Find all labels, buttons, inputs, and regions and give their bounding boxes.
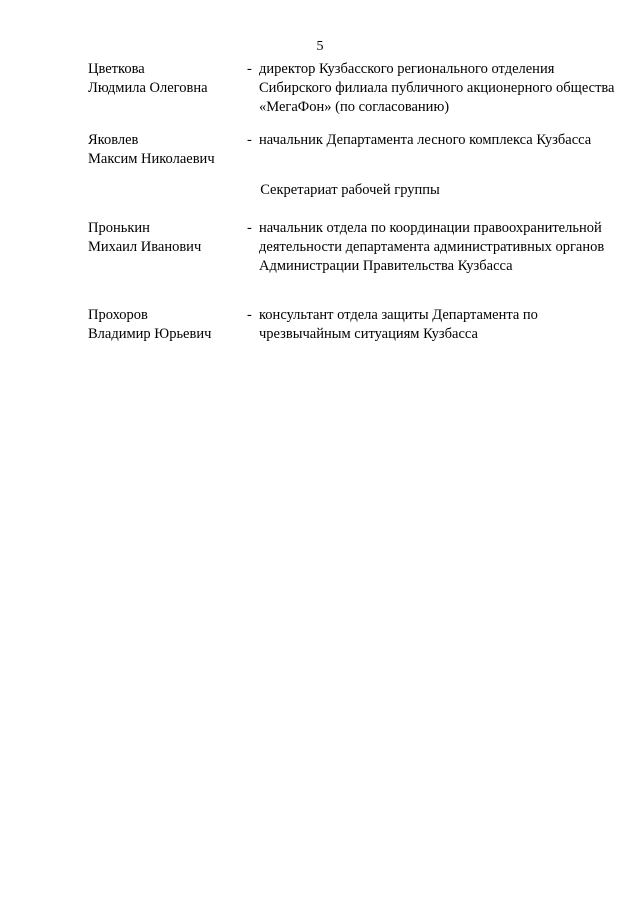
person-given-names: Михаил Иванович [88, 239, 202, 255]
person-role: директор Кузбасского регионального отделения Сибирского филиала публичного акционерного общества «МегаФон» (по согласованию) [259, 61, 615, 115]
person-surname: Прохоров [88, 307, 148, 323]
section-heading: Секретариат рабочей группы [260, 182, 440, 198]
person-surname: Цветкова [88, 61, 145, 77]
dash-separator: - [247, 61, 252, 77]
person-given-names: Владимир Юрьевич [88, 326, 212, 342]
dash-separator: - [247, 220, 252, 236]
person-name [88, 131, 238, 169]
person-surname: Пронькин [88, 220, 150, 236]
page-number: 5 [316, 39, 324, 54]
dash-separator: - [247, 132, 252, 148]
dash-separator: - [247, 307, 252, 323]
person-name [88, 60, 238, 98]
person-surname: Яковлев [88, 132, 139, 148]
person-role: начальник Департамента лесного комплекса Кузбасса [259, 132, 592, 148]
person-given-names: Людмила Олеговна [88, 80, 208, 96]
person-role: начальник отдела по координации правоохранительной деятельности департамента административных органов Администрации Правительства Кузбасса [259, 220, 605, 274]
person-name [88, 306, 238, 344]
person-name [88, 219, 238, 257]
person-given-names: Максим Николаевич [88, 151, 215, 167]
person-role: консультант отдела защиты Департамента по чрезвычайным ситуациям Кузбасса [259, 307, 538, 342]
